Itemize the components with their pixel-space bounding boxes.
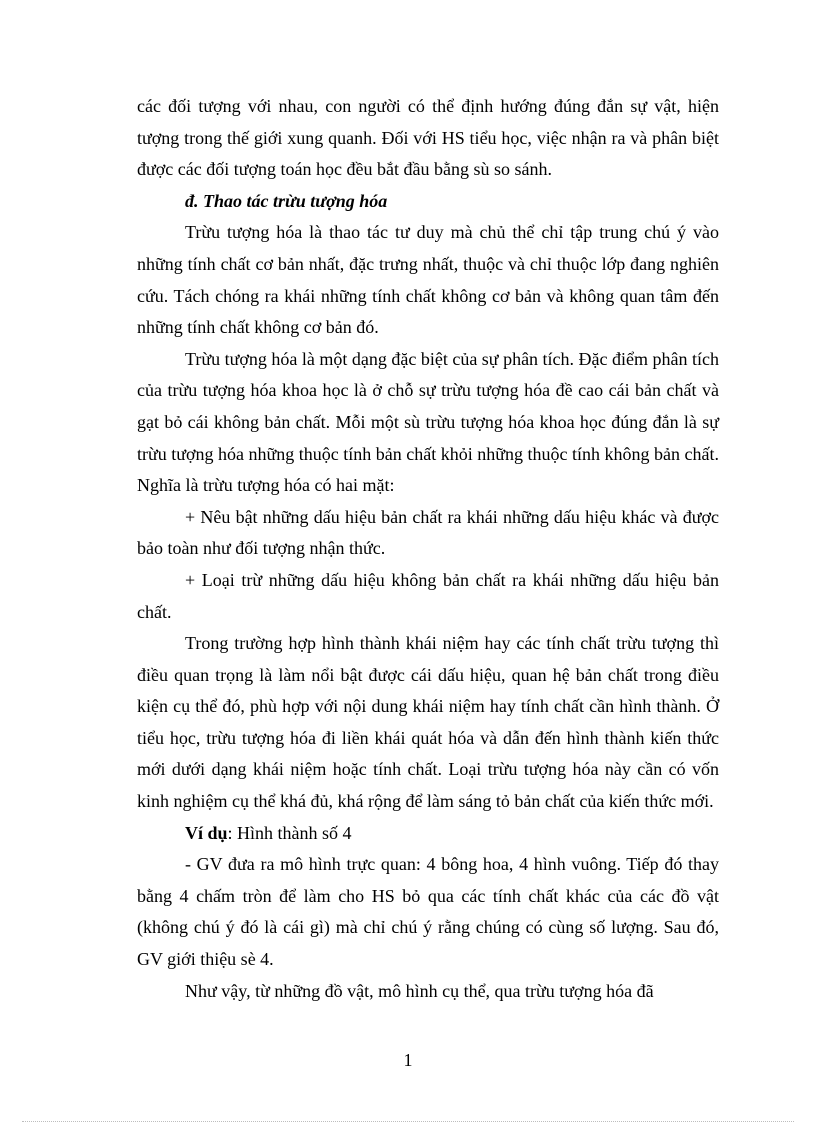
paragraph-definition: Trừu tượng hóa là thao tác tư duy mà chủ thể chỉ tập trung chú ý vào những tính chất cơ bản nhất, đặc trưng nhất, thuộc và chỉ thuộc lớp đang nghiên cứu. Tách chóng ra khái những tính chất không cơ bản và không quan tâm đến những tính chất không cơ bản đó. [137, 222, 719, 338]
document-body [137, 91, 719, 1007]
example-text: : Hình thành số 4 [227, 822, 352, 843]
paragraph-teacher-model: - GV đưa ra mô hình trực quan: 4 bông hoa, 4 hình vuông. Tiếp đó thay bằng 4 chấm tròn để làm cho HS bỏ qua các tính chất khác của các đồ vật (không chú ý đó là cái gì) mà chỉ chú ý rằng chúng có cùng số lượng. Sau đó, GV giới thiệu sè 4. [137, 854, 719, 970]
paragraph-concept-formation: Trong trường hợp hình thành khái niệm hay các tính chất trừu tượng thì điều quan trọng là làm nổi bật được cái dấu hiệu, quan hệ bản chất trong điều kiện cụ thể đó, phù hợp với nội dung khái niệm hay tính chất cần hình thành. Ở tiểu học, trừu tượng hóa đi liền khái quát hóa và dẫn đến hình thành kiến thức mới dưới dạng khái niệm hoặc tính chất. Loại trừu tượng hóa này cần có vốn kinh nghiệm cụ thể khá đủ, khá rộng để làm sáng tỏ bản chất của kiến thức mới. [137, 633, 719, 812]
page-number: 1 [403, 1050, 413, 1070]
paragraph-analysis: Trừu tượng hóa là một dạng đặc biệt của sự phân tích. Đặc điểm phân tích của trừu tượng hóa khoa học là ở chỗ sự trừu tượng hóa đề cao cái bản chất và gạt bỏ cái không bản chất. Mỗi một sù trừu tượng hóa khoa học đúng đắn là sự trừu tượng hóa những thuộc tính bản chất khỏi những thuộc tính không bản chất. Nghĩa là trừu tượng hóa có hai mặt: [137, 348, 719, 496]
example-label: Ví dụ [185, 822, 228, 843]
paragraph-bullet-exclude: + Loại trừ những dấu hiệu không bản chất ra khái những dấu hiệu bản chất. [137, 569, 719, 622]
paragraph-example [137, 818, 719, 850]
paragraph-conclusion: Như vậy, từ những đồ vật, mô hình cụ thể, qua trừu tượng hóa đã [185, 980, 654, 1001]
paragraph-continuation: các đối tượng với nhau, con người có thể định hướng đúng đắn sự vật, hiện tượng trong thế giới xung quanh. Đối với HS tiểu học, việc nhận ra và phân biệt được các đối tượng toán học đều bắt đầu bằng sù so sánh. [137, 96, 719, 180]
paragraph-bullet-highlight: + Nêu bật những dấu hiệu bản chất ra khái những dấu hiệu khác và được bảo toàn như đối tượng nhận thức. [137, 506, 719, 559]
section-heading: đ. Thao tác trừu tượng hóa [185, 190, 388, 211]
page-bottom-divider [22, 1121, 794, 1122]
